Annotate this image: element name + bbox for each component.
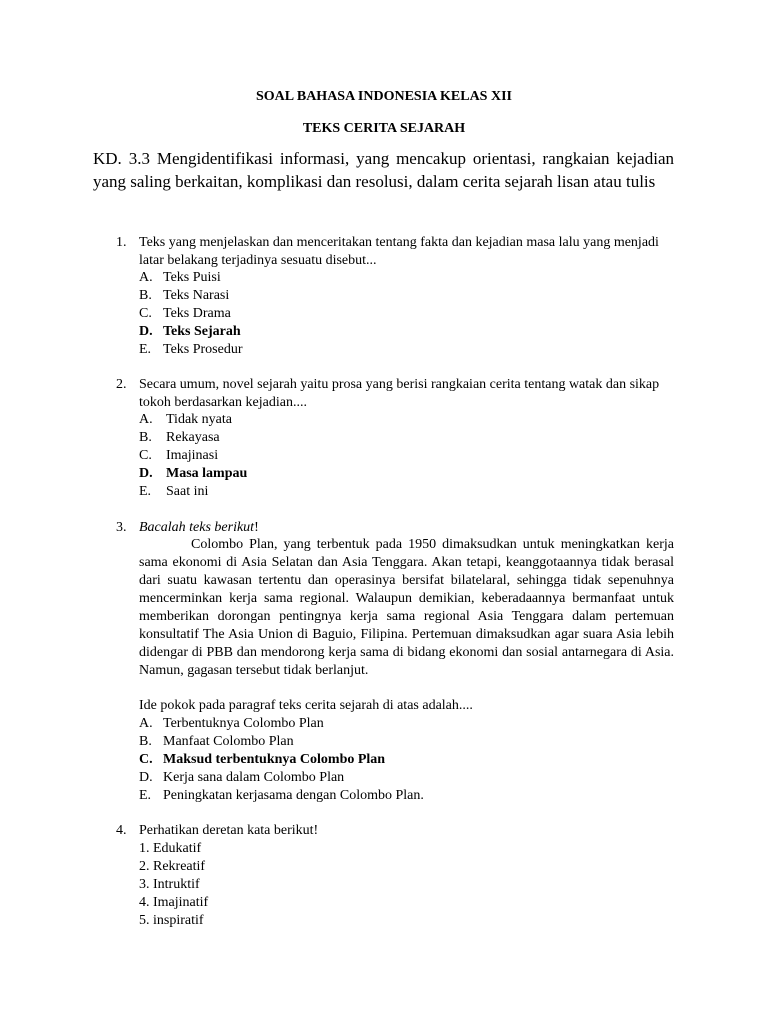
option-b: B. Teks Narasi — [139, 288, 230, 303]
reading-passage: Colombo Plan, yang terbentuk pada 1950 dimaksudkan untuk meningkatkan kerja sama ekonomi di Asia Selatan dan Asia Tenggara. Akan tetapi, keanggotaannya tidak berasal dari suatu kawasan tertentu dan operasinya bersifat bilatelaral, sehingga tidak sepenuhnya mencerminkan kerja sama regional. Walaupun demikian, keberadaannya bermanfaat untuk memberikan dorongan pentingnya kerja sama regional Asia Tenggara dalam pertemuan konsultatif The Asia Union di Baguio, Filipina. Pertemuan dimaksudkan agar suara Asia lebih didengar di PBB dan mendorong kerja sama di bidang ekonomi dan sosial antarnegara di Asia. Namun, gagasan tersebut tidak berlanjut. — [139, 537, 674, 678]
option-c: C. Teks Drama — [139, 306, 231, 321]
question-number: 1. — [116, 235, 127, 250]
option-e: E. Teks Prosedur — [139, 342, 243, 357]
question-number: 4. — [116, 823, 127, 838]
word-item: 2. Rekreatif — [139, 859, 206, 874]
option-list — [139, 411, 247, 501]
option-a: A. Teks Puisi — [139, 270, 221, 285]
doc-subtitle: TEKS CERITA SEJARAH — [302, 121, 466, 136]
option-list — [139, 715, 424, 805]
option-b: B. Manfaat Colombo Plan — [139, 734, 294, 749]
word-item: 3. Intruktif — [139, 877, 200, 892]
doc-title: SOAL BAHASA INDONESIA KELAS XII — [256, 89, 512, 104]
question-number: 2. — [116, 377, 127, 392]
word-list — [139, 840, 208, 930]
option-e: E. Peningkatan kerjasama dengan Colombo Plan. — [139, 788, 424, 803]
option-b: B. Rekayasa — [139, 430, 220, 445]
option-c: C. Imajinasi — [139, 448, 219, 463]
word-item: 1. Edukatif — [139, 841, 202, 856]
option-a: A. Tidak nyata — [139, 412, 232, 427]
question-number: 3. — [116, 520, 127, 535]
option-d-answer: D. Teks Sejarah — [139, 324, 241, 339]
option-list — [139, 269, 243, 359]
question-instruction: Bacalah teks berikut! — [139, 520, 259, 535]
word-item: 5. inspiratif — [139, 913, 204, 928]
question-text: Teks yang menjelaskan dan menceritakan tentang fakta dan kejadian masa lalu yang menjadi latar belakang terjadinya sesuatu disebut... — [139, 235, 659, 268]
competency-statement: KD. 3.3 Mengidentifikasi informasi, yang mencakup orientasi, rangkaian kejadian yang saling berkaitan, komplikasi dan resolusi, dalam cerita sejarah lisan atau tulis — [93, 149, 674, 191]
question-text: Secara umum, novel sejarah yaitu prosa yang berisi rangkaian cerita tentang watak dan sikap tokoh berdasarkan kejadian.... — [139, 377, 660, 410]
option-e: E. Saat ini — [139, 484, 209, 499]
option-c-answer: C. Maksud terbentuknya Colombo Plan — [139, 752, 386, 767]
option-a: A. Terbentuknya Colombo Plan — [139, 716, 324, 731]
word-item: 4. Imajinatif — [139, 895, 209, 910]
option-d: D. Kerja sana dalam Colombo Plan — [139, 770, 345, 785]
question-text: Ide pokok pada paragraf teks cerita sejarah di atas adalah.... — [139, 698, 473, 713]
option-d-answer: D. Masa lampau — [139, 466, 248, 481]
question-text: Perhatikan deretan kata berikut! — [139, 823, 319, 838]
